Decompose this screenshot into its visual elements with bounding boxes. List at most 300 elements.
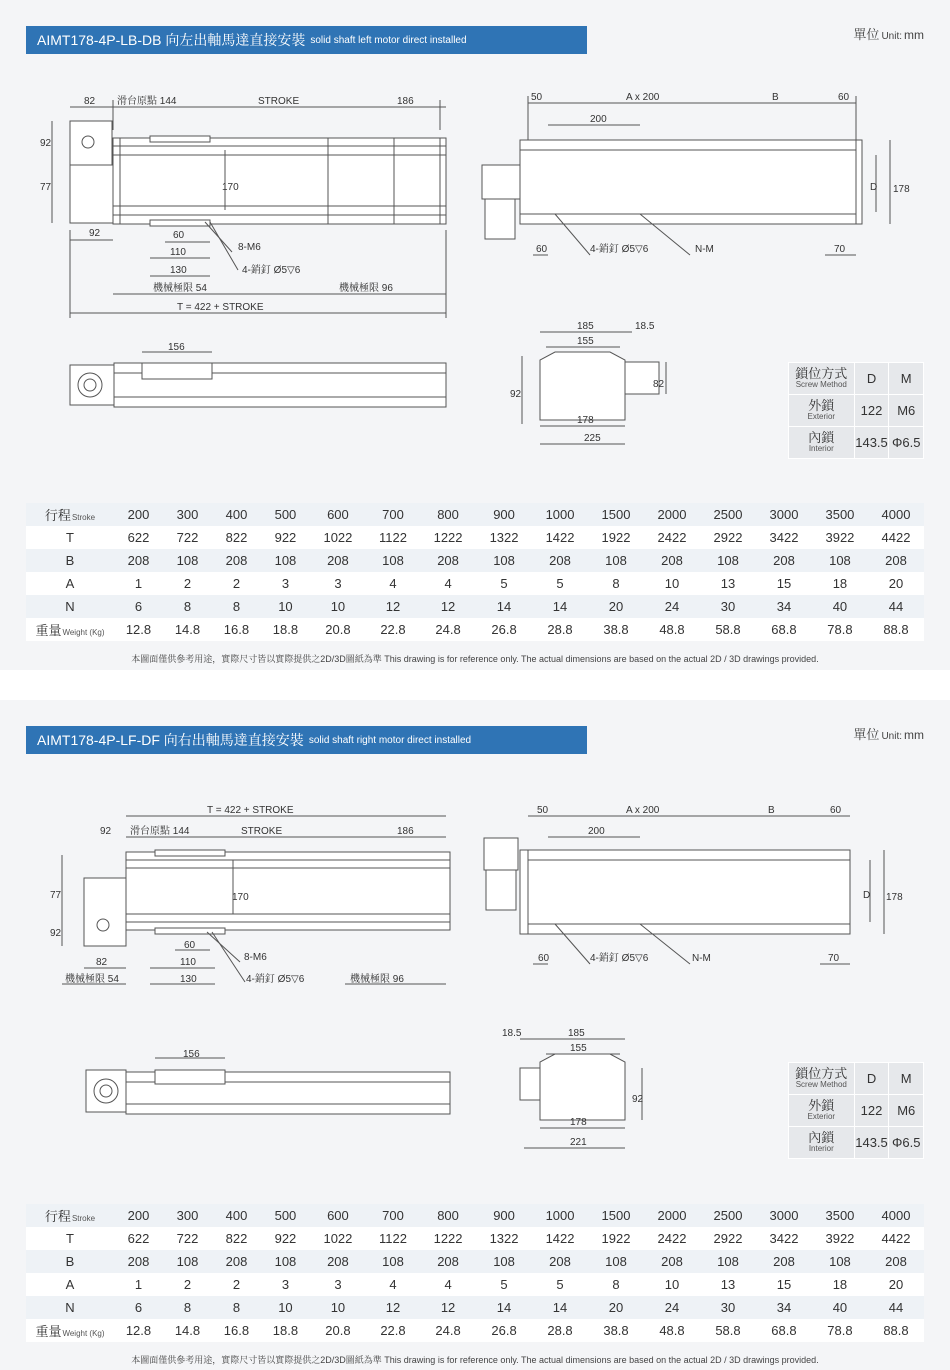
spec-cell: 108 <box>476 549 532 572</box>
lock-row-d: 143.5 <box>854 427 889 459</box>
spec-cell: 200 <box>114 503 163 526</box>
dim-r-pin: 4-銷釘 Ø5▽6 <box>590 953 649 964</box>
spec-cell: 15 <box>756 1273 812 1296</box>
dim-limit-96: 機械極限 96 <box>350 974 404 985</box>
dim-60: 60 <box>173 230 185 241</box>
dim-r-a: A x 200 <box>626 805 660 816</box>
dim-r-50: 50 <box>531 92 543 103</box>
spec-cell: 28.8 <box>532 1319 588 1342</box>
spec-cell: 208 <box>756 549 812 572</box>
spec-cell: 24 <box>644 1296 700 1319</box>
spec-row-w <box>26 1319 924 1342</box>
spec-cell: 58.8 <box>700 1319 756 1342</box>
spec-cell: 15 <box>756 572 812 595</box>
dim-r-178: 178 <box>886 892 903 903</box>
spec-cell: 44 <box>868 595 924 618</box>
spec-cell: 12 <box>420 595 476 618</box>
dim-82: 82 <box>84 96 96 107</box>
spec-row-header: 重量Weight (Kg) <box>26 618 114 641</box>
spec-cell: 6 <box>114 595 163 618</box>
spec-cell: 26.8 <box>476 618 532 641</box>
dim-pin: 4-銷釘 Ø5▽6 <box>242 265 301 276</box>
spec-cell: 208 <box>644 549 700 572</box>
spec-row-header: B <box>26 1250 114 1273</box>
dim-e-185: 185 <box>568 1028 585 1039</box>
spec-cell: 34 <box>756 595 812 618</box>
spec-cell: 1422 <box>532 1227 588 1250</box>
spec-cell: 822 <box>212 526 261 549</box>
spec-cell: 800 <box>420 503 476 526</box>
spec-cell: 2 <box>163 572 212 595</box>
spec-cell: 108 <box>812 549 868 572</box>
spec-cell: 4 <box>420 572 476 595</box>
spec-cell: 1922 <box>588 1227 644 1250</box>
spec-cell: 58.8 <box>700 618 756 641</box>
spec-cell: 208 <box>420 1250 476 1273</box>
dim-home: 滑台原點 144 <box>117 96 177 107</box>
spec-cell: 4 <box>366 1273 420 1296</box>
spec-cell: 1922 <box>588 526 644 549</box>
spec-cell: 108 <box>366 1250 420 1273</box>
lock-row-m: M6 <box>889 1095 924 1127</box>
spec-cell: 500 <box>261 1204 310 1227</box>
dim-r-200: 200 <box>590 114 607 125</box>
section-gap <box>0 670 950 700</box>
spec-cell: 12.8 <box>114 1319 163 1342</box>
spec-cell: 88.8 <box>868 1319 924 1342</box>
spec-cell: 22.8 <box>366 1319 420 1342</box>
disclaimer-note: 本圖面僅供參考用途，實際尺寸皆以實際提供之2D/3D圖紙為準 This drawing is for reference only. The actual dimensions are based on the actual 2D / 3D drawings provided. <box>131 654 819 664</box>
dim-r-nm: N-M <box>692 953 711 964</box>
spec-cell: 6 <box>114 1296 163 1319</box>
dim-e-155: 155 <box>577 336 594 347</box>
spec-row-t <box>26 1227 924 1250</box>
spec-cell: 1322 <box>476 526 532 549</box>
spec-cell: 108 <box>700 1250 756 1273</box>
spec-cell: 700 <box>366 503 420 526</box>
spec-row-a <box>26 1273 924 1296</box>
dim-186: 186 <box>397 826 414 837</box>
spec-cell: 108 <box>163 549 212 572</box>
dim-e-225: 225 <box>584 433 601 444</box>
spec-cell: 2500 <box>700 503 756 526</box>
spec-cell: 14 <box>532 1296 588 1319</box>
dim-r-178: 178 <box>893 184 910 195</box>
spec-cell: 10 <box>310 595 366 618</box>
spec-row-w <box>26 618 924 641</box>
spec-cell: 20 <box>588 595 644 618</box>
spec-cell: 1222 <box>420 1227 476 1250</box>
spec-cell: 2500 <box>700 1204 756 1227</box>
dim-82: 82 <box>96 957 108 968</box>
spec-cell: 2000 <box>644 1204 700 1227</box>
dim-e-92: 92 <box>510 389 522 400</box>
dim-total: T = 422 + STROKE <box>177 302 264 313</box>
spec-cell: 12.8 <box>114 618 163 641</box>
spec-cell: 700 <box>366 1204 420 1227</box>
dim-110: 110 <box>170 247 186 258</box>
unit-cn: 單位 <box>853 27 880 42</box>
actuator-top-view <box>113 138 446 224</box>
spec-cell: 400 <box>212 1204 261 1227</box>
spec-cell: 2922 <box>700 526 756 549</box>
spec-cell: 722 <box>163 1227 212 1250</box>
lock-col-d: D <box>854 363 889 395</box>
dim-e-178: 178 <box>570 1117 587 1128</box>
spec-cell: 3500 <box>812 503 868 526</box>
spec-cell: 1000 <box>532 1204 588 1227</box>
dim-e-155: 155 <box>570 1043 587 1054</box>
spec-cell: 400 <box>212 503 261 526</box>
dim-110: 110 <box>180 957 196 968</box>
spec-row-stroke <box>26 503 924 526</box>
spec-cell: 1122 <box>366 526 420 549</box>
spec-cell: 108 <box>163 1250 212 1273</box>
dim-92-vertical: 92 <box>40 138 52 149</box>
spec-cell: 4000 <box>868 503 924 526</box>
lock-header: 鎖位方式 Screw Method <box>789 363 855 395</box>
spec-cell: 1500 <box>588 1204 644 1227</box>
spec-cell: 28.8 <box>532 618 588 641</box>
spec-cell: 12 <box>366 595 420 618</box>
motor-block <box>70 121 112 165</box>
unit-mm: mm <box>904 728 924 742</box>
dim-limit-96: 機械極限 96 <box>339 283 393 294</box>
spec-cell: 40 <box>812 1296 868 1319</box>
dim-130: 130 <box>170 265 187 276</box>
actuator-top-view <box>126 852 450 930</box>
spec-cell: 10 <box>644 572 700 595</box>
spec-table <box>26 503 924 641</box>
spec-cell: 68.8 <box>756 618 812 641</box>
spec-cell: 18.8 <box>261 618 310 641</box>
spec-cell: 108 <box>812 1250 868 1273</box>
dim-pin: 4-銷釘 Ø5▽6 <box>246 974 305 985</box>
spec-cell: 1322 <box>476 1227 532 1250</box>
spec-cell: 1222 <box>420 526 476 549</box>
spec-row-header: 重量Weight (Kg) <box>26 1319 114 1342</box>
spec-cell: 14.8 <box>163 618 212 641</box>
spec-cell: 1000 <box>532 503 588 526</box>
spec-cell: 3922 <box>812 1227 868 1250</box>
spec-cell: 208 <box>532 1250 588 1273</box>
spec-cell: 5 <box>532 572 588 595</box>
lock-col-m: M <box>889 1063 924 1095</box>
spec-cell: 10 <box>644 1273 700 1296</box>
spec-cell: 208 <box>644 1250 700 1273</box>
spec-cell: 4 <box>420 1273 476 1296</box>
dim-e-92: 92 <box>632 1094 644 1105</box>
spec-cell: 20 <box>868 1273 924 1296</box>
lock-row-m: Φ6.5 <box>889 427 924 459</box>
spec-row-stroke <box>26 1204 924 1227</box>
spec-cell: 1022 <box>310 1227 366 1250</box>
spec-cell: 1422 <box>532 526 588 549</box>
spec-cell: 3 <box>310 1273 366 1296</box>
dim-limit-54: 機械極限 54 <box>153 283 207 294</box>
spec-cell: 1500 <box>588 503 644 526</box>
screw-method-table <box>788 1062 924 1159</box>
spec-cell: 8 <box>163 1296 212 1319</box>
lock-row-d: 143.5 <box>854 1127 889 1159</box>
spec-cell: 38.8 <box>588 1319 644 1342</box>
spec-cell: 900 <box>476 1204 532 1227</box>
spec-row-n <box>26 1296 924 1319</box>
dim-156: 156 <box>183 1049 200 1060</box>
spec-cell: 108 <box>476 1250 532 1273</box>
end-profile-view <box>540 352 625 420</box>
dim-r-pin: 4-銷釘 Ø5▽6 <box>590 244 649 255</box>
spec-cell: 3422 <box>756 526 812 549</box>
spec-section-left-motor <box>0 0 950 670</box>
spec-cell: 18.8 <box>261 1319 310 1342</box>
dim-r-d: D <box>863 890 871 901</box>
spec-cell: 24.8 <box>420 618 476 641</box>
dim-stroke: STROKE <box>258 96 300 107</box>
spec-cell: 20.8 <box>310 618 366 641</box>
spec-cell: 3 <box>261 572 310 595</box>
spec-cell: 14 <box>476 595 532 618</box>
actuator-side-view <box>528 850 850 934</box>
unit-mm: mm <box>904 28 924 42</box>
dim-156: 156 <box>168 342 185 353</box>
spec-cell: 1122 <box>366 1227 420 1250</box>
spec-cell: 2922 <box>700 1227 756 1250</box>
dim-r-60b: 60 <box>536 244 548 255</box>
spec-cell: 2 <box>212 1273 261 1296</box>
section-title: AIMT178-4P-LB-DB 向左出軸馬達直接安裝 <box>37 32 306 48</box>
unit-en: Unit: <box>881 31 902 42</box>
dim-total: T = 422 + STROKE <box>207 805 294 816</box>
spec-cell: 108 <box>588 1250 644 1273</box>
spec-cell: 12 <box>420 1296 476 1319</box>
spec-cell: 22.8 <box>366 618 420 641</box>
spec-cell: 108 <box>366 549 420 572</box>
spec-cell: 48.8 <box>644 618 700 641</box>
spec-cell: 34 <box>756 1296 812 1319</box>
spec-cell: 622 <box>114 1227 163 1250</box>
spec-cell: 208 <box>310 1250 366 1273</box>
spec-cell: 40 <box>812 595 868 618</box>
spec-cell: 8 <box>588 1273 644 1296</box>
spec-cell: 24 <box>644 595 700 618</box>
spec-cell: 30 <box>700 1296 756 1319</box>
spec-cell: 2 <box>163 1273 212 1296</box>
spec-cell: 300 <box>163 503 212 526</box>
spec-cell: 3000 <box>756 503 812 526</box>
lock-row-name: 外鎖 Exterior <box>789 395 855 427</box>
dim-r-nm: N-M <box>695 244 714 255</box>
unit-en: Unit: <box>881 731 902 742</box>
spec-row-a <box>26 572 924 595</box>
motor-end-view <box>70 365 114 405</box>
spec-row-n <box>26 595 924 618</box>
spec-cell: 10 <box>261 595 310 618</box>
spec-cell: 208 <box>532 549 588 572</box>
spec-row-header: N <box>26 595 114 618</box>
dim-r-50: 50 <box>537 805 549 816</box>
spec-cell: 8 <box>212 1296 261 1319</box>
spec-cell: 3 <box>261 1273 310 1296</box>
dim-60: 60 <box>184 940 196 951</box>
section-title: AIMT178-4P-LF-DF 向右出軸馬達直接安裝 <box>37 732 304 748</box>
dim-77: 77 <box>40 182 52 193</box>
dim-e-221: 221 <box>570 1137 587 1148</box>
spec-cell: 208 <box>868 1250 924 1273</box>
dim-r-70: 70 <box>834 244 846 255</box>
dim-stroke: STROKE <box>241 826 283 837</box>
spec-cell: 922 <box>261 1227 310 1250</box>
spec-row-header: N <box>26 1296 114 1319</box>
dim-r-200: 200 <box>588 826 605 837</box>
dim-186: 186 <box>397 96 414 107</box>
section-title-en: solid shaft left motor direct installed <box>310 34 467 46</box>
dim-e-82: 82 <box>653 379 665 390</box>
spec-cell: 108 <box>700 549 756 572</box>
screw-method-table <box>788 362 924 459</box>
dim-r-b: B <box>772 92 779 103</box>
spec-cell: 16.8 <box>212 618 261 641</box>
spec-cell: 200 <box>114 1204 163 1227</box>
spec-cell: 208 <box>868 549 924 572</box>
lock-row-name: 外鎖 Exterior <box>789 1095 855 1127</box>
spec-cell: 1 <box>114 1273 163 1296</box>
spec-row-header: 行程Stroke <box>26 1204 114 1227</box>
dim-92-horizontal: 92 <box>89 228 101 239</box>
spec-cell: 8 <box>163 595 212 618</box>
spec-cell: 4000 <box>868 1204 924 1227</box>
spec-cell: 208 <box>114 1250 163 1273</box>
spec-row-header: A <box>26 572 114 595</box>
spec-cell: 10 <box>310 1296 366 1319</box>
spec-cell: 4 <box>366 572 420 595</box>
spec-row-header: A <box>26 1273 114 1296</box>
spec-cell: 13 <box>700 1273 756 1296</box>
spec-cell: 5 <box>476 572 532 595</box>
section-title-en: solid shaft right motor direct installed <box>308 734 472 746</box>
spec-cell: 2 <box>212 572 261 595</box>
spec-cell: 922 <box>261 526 310 549</box>
lock-row-m: M6 <box>889 395 924 427</box>
spec-cell: 108 <box>261 1250 310 1273</box>
spec-cell: 600 <box>310 1204 366 1227</box>
spec-cell: 10 <box>261 1296 310 1319</box>
dim-e-18-5: 18.5 <box>502 1028 522 1039</box>
motor-end-view <box>86 1070 126 1112</box>
spec-cell: 4422 <box>868 1227 924 1250</box>
spec-cell: 500 <box>261 503 310 526</box>
dim-r-70: 70 <box>828 953 840 964</box>
spec-cell: 13 <box>700 572 756 595</box>
spec-cell: 4422 <box>868 526 924 549</box>
dim-130: 130 <box>180 974 197 985</box>
spec-cell: 14.8 <box>163 1319 212 1342</box>
spec-cell: 24.8 <box>420 1319 476 1342</box>
lock-col-d: D <box>854 1063 889 1095</box>
spec-cell: 2422 <box>644 1227 700 1250</box>
spec-cell: 900 <box>476 503 532 526</box>
spec-cell: 208 <box>420 549 476 572</box>
dim-e-18-5: 18.5 <box>635 321 655 332</box>
spec-cell: 14 <box>532 595 588 618</box>
spec-cell: 20 <box>588 1296 644 1319</box>
dim-r-60: 60 <box>838 92 850 103</box>
spec-cell: 3422 <box>756 1227 812 1250</box>
dim-r-60: 60 <box>830 805 842 816</box>
spec-cell: 18 <box>812 572 868 595</box>
spec-cell: 1 <box>114 572 163 595</box>
lock-row-d: 122 <box>854 1095 889 1127</box>
dim-limit-54: 機械極限 54 <box>65 974 119 985</box>
spec-cell: 14 <box>476 1296 532 1319</box>
dim-home: 滑台原點 144 <box>130 826 190 837</box>
spec-cell: 5 <box>476 1273 532 1296</box>
spec-cell: 5 <box>532 1273 588 1296</box>
spec-section-right-motor <box>0 700 950 1370</box>
spec-cell: 8 <box>212 595 261 618</box>
spec-row-header: 行程Stroke <box>26 503 114 526</box>
spec-cell: 622 <box>114 526 163 549</box>
spec-cell: 208 <box>114 549 163 572</box>
spec-cell: 822 <box>212 1227 261 1250</box>
dim-77: 77 <box>50 890 62 901</box>
spec-row-b <box>26 549 924 572</box>
spec-cell: 722 <box>163 526 212 549</box>
unit-cn: 單位 <box>853 727 880 742</box>
spec-cell: 800 <box>420 1204 476 1227</box>
spec-cell: 208 <box>756 1250 812 1273</box>
spec-cell: 20.8 <box>310 1319 366 1342</box>
dim-r-b: B <box>768 805 775 816</box>
spec-table <box>26 1204 924 1342</box>
spec-cell: 12 <box>366 1296 420 1319</box>
spec-cell: 16.8 <box>212 1319 261 1342</box>
lock-row-m: Φ6.5 <box>889 1127 924 1159</box>
dim-r-a: A x 200 <box>626 92 660 103</box>
spec-cell: 108 <box>588 549 644 572</box>
spec-cell: 1022 <box>310 526 366 549</box>
spec-cell: 208 <box>310 549 366 572</box>
spec-cell: 208 <box>212 549 261 572</box>
dim-e-178: 178 <box>577 415 594 426</box>
lock-header: 鎖位方式 Screw Method <box>789 1063 855 1095</box>
spec-cell: 26.8 <box>476 1319 532 1342</box>
lock-row-name: 內鎖 Interior <box>789 1127 855 1159</box>
dim-r-60b: 60 <box>538 953 550 964</box>
spec-cell: 208 <box>212 1250 261 1273</box>
actuator-side-view <box>520 140 856 224</box>
dim-92-vertical: 92 <box>50 928 62 939</box>
spec-cell: 3000 <box>756 1204 812 1227</box>
spec-cell: 300 <box>163 1204 212 1227</box>
spec-row-header: T <box>26 526 114 549</box>
disclaimer-note: 本圖面僅供參考用途，實際尺寸皆以實際提供之2D/3D圖紙為準 This drawing is for reference only. The actual dimensions are based on the actual 2D / 3D drawings provided. <box>131 1355 819 1365</box>
dim-170: 170 <box>232 892 249 903</box>
spec-cell: 78.8 <box>812 1319 868 1342</box>
spec-cell: 3 <box>310 572 366 595</box>
spec-cell: 44 <box>868 1296 924 1319</box>
dim-r-d: D <box>870 182 878 193</box>
spec-cell: 18 <box>812 1273 868 1296</box>
dim-8-m6: 8-M6 <box>244 952 267 963</box>
dim-92: 92 <box>100 826 112 837</box>
spec-cell: 2000 <box>644 503 700 526</box>
spec-cell: 30 <box>700 595 756 618</box>
spec-cell: 88.8 <box>868 618 924 641</box>
spec-cell: 20 <box>868 572 924 595</box>
spec-row-header: B <box>26 549 114 572</box>
spec-cell: 8 <box>588 572 644 595</box>
